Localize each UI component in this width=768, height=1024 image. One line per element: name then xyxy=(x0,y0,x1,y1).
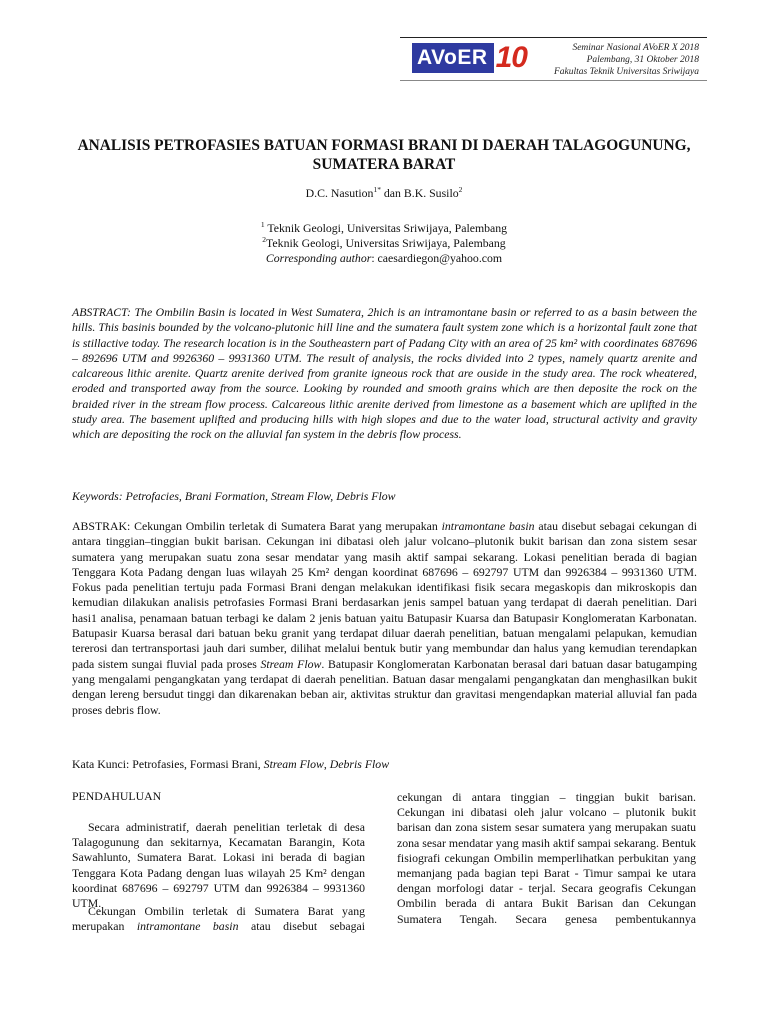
kata-kunci-italic-1: Stream Flow xyxy=(263,757,324,771)
author-2: dan B.K. Susilo xyxy=(380,186,459,200)
affiliation-1-mark: 1 xyxy=(260,220,265,229)
abstrak-part-2: atau disebut sebagai cekungan di antara tinggian–tinggian bukit barisan. Cekungan ini dibatasi oleh jalur volcano–plutonik bukit barisan dan zona sistem sesar sumatera yang merupakan suatu zona sesar mendatar yang masih aktif sampai sekarang. Lokasi penelitian berada di bagian Tenggara Kota Padang dengan luas wilayah 25 Km² dengan koordinat 687696 – 692797 UTM dan 9926384 – 9931360 UTM. Fokus pada penelitian tertuju pada Formasi Brani dengan melakukan identifikasi fisik secara megaskopis dan mikroskopis dan kemudian dilakukan analisis petrofasies Formasi Brani berdasarkan jenis sampel batuan yang terdapat di daerah penelitian. Dari hasi1 analisa, penamaan batuan terbagi ke dalam 2 jenis batuan yaitu Batupasir Kuarsa dan Batupasir Konglomeratan Karbonatan. Batupasir Kuarsa berasal dari batuan beku granit yang terdapat diluar daerah penelitian, batuan mengalami pelapukan, kemudian tererosi dan tertransportasi jauh dari sumber, dilihat melalui bentuk butir yang membundar dan halus yang kemudian terendapkan pada sistem sungai fluvial pada proses xyxy=(72,519,697,671)
affiliation-1-text: Teknik Geologi, Universitas Sriwijaya, Palembang xyxy=(264,221,508,235)
author-1: D.C. Nasution xyxy=(305,186,374,200)
affiliation-2-mark: 2 xyxy=(262,235,267,244)
kata-kunci-sep: , xyxy=(323,757,330,771)
abstrak-part-3: . Batupasir Konglomeratan Karbonatan berasal dari batuan dasar batugamping yang mengalami pengangkatan yang terdapat di daerah penelitian. Batuan dasar mengalami pengangkatan dan menghasilkan bukit dengan lereng bersudut tinggi dan dikarenakan beban air, aktivitas struktur dan gravitasi mengendapkan material alluvial fan pada proses debris flow. xyxy=(72,656,697,717)
faculty-name: Fakultas Teknik Universitas Sriwijaya xyxy=(553,67,699,77)
kata-kunci xyxy=(72,757,697,772)
affiliation-2-text: Teknik Geologi, Universitas Sriwijaya, Palembang xyxy=(266,236,506,250)
affiliation-1 xyxy=(0,221,768,236)
kata-kunci-italic-2: Debris Flow xyxy=(329,757,390,771)
header-top-rule xyxy=(400,37,707,38)
keywords-english: Keywords: Petrofacies, Brani Formation, Stream Flow, Debris Flow xyxy=(72,489,396,503)
avoer-logo xyxy=(412,41,527,75)
left-para2-text: Cekungan Ombilin terletak di Sumatera Barat yang merupakan xyxy=(72,904,365,934)
title-line-2: SUMATERA BARAT xyxy=(312,156,456,173)
abstrak-italic-1: intramontane basin xyxy=(441,519,535,533)
author-1-mark: 1* xyxy=(373,185,381,194)
title-line-1: ANALISIS PETROFASIES BATUAN FORMASI BRANI DI DAERAH TALAGOGUNUNG, xyxy=(77,137,691,154)
corresponding-label: Corresponding author xyxy=(265,251,372,265)
left-para2-tail: atau disebut sebagai xyxy=(238,919,365,934)
corresponding-author xyxy=(0,251,768,266)
abstrak-italic-2: Stream Flow xyxy=(260,656,322,671)
right-column-paragraph: cekungan di antara tinggian – tinggian bukit barisan. Cekungan ini dibatasi oleh jalur volcano – plutonik bukit barisan dan zona sistem sesar sumatera yang merupakan suatu zona sesar mendatar yang masih aktif sampai sekarang. Bentuk fisiografi cekungan Ombilin memperlihatkan perbukitan yang memanjang pada bagian tepi Barat - Timur sampai ke utara dengan morfologi datar - terjal. Secara geografis Cekungan Ombilin berada di antara Bukit Barisan dan Cekungan Sumatera Tengah. Secara genesa pembentukannya xyxy=(397,790,696,926)
logo-text: AVoER xyxy=(412,43,494,73)
section-heading: PENDAHULUAN xyxy=(72,789,162,803)
left-column-paragraph-2 xyxy=(72,904,365,934)
corresponding-email: : caesardiegon@yahoo.com xyxy=(371,251,503,265)
seminar-name: Seminar Nasional AVoER X 2018 xyxy=(572,43,699,53)
paper-title xyxy=(40,136,728,174)
abstrak-part-1: ABSTRAK: Cekungan Ombilin terletak di Sumatera Barat yang merupakan xyxy=(72,519,442,533)
header-bottom-rule xyxy=(400,80,707,81)
left-para2-italic: intramontane basin xyxy=(136,919,239,934)
logo-number: 10 xyxy=(495,41,527,74)
kata-kunci-text: Kata Kunci: Petrofasies, Formasi Brani, xyxy=(72,757,264,771)
abstract-english: ABSTRACT: The Ombilin Basin is located in West Sumatera, 2hich is an intramontane basin or referred to as a basin between the hills. This basinis bounded by the volcano-plutonic hill line and the sumatera fault system zone which is a horizontal fault zone that is stillactive today. The research location is in the Southeastern part of Padang City with an area of 25 km² with coordinates 687696 – 892696 UTM and 9926360 – 9931360 UTM. The result of analysis, the rocks divided into 2 types, namely quartz arenite and calcareous lithic arenite. Quartz arenite derived from granite igneous rock that are ouside in the study area. The rock wheatered, eroded and transported away from the source. Looking by rounded and smooth grains which are then deposite the rock on the braided river in the stream flow process. Calcareous lithic arenite derived from limestone as a basement which are uplifted in the study area. The basement uplifted and producing hills with high slopes and due to the water load, structural activity and gravity which are depositing the rock on the alluvial fan system in the debris flow process. xyxy=(72,305,697,442)
header-info xyxy=(554,42,699,78)
left-column-paragraph-1: Secara administratif, daerah penelitian terletak di desa Talagogunung dan sekitarnya, Kecamatan Barangin, Kota Sawahlunto, Sumatera Barat. Lokasi ini berada di bagian Tenggara Kota Padang dengan luas wilayah 25 Km² dengan koordinat 687696 – 692797 UTM dan 9926384 – 9931360 UTM. xyxy=(72,820,365,911)
place-date: Palembang, 31 Oktober 2018 xyxy=(586,55,699,65)
abstrak-indonesian xyxy=(72,519,697,718)
author-2-mark: 2 xyxy=(458,185,463,194)
authors xyxy=(0,186,768,201)
affiliation-2 xyxy=(0,236,768,251)
